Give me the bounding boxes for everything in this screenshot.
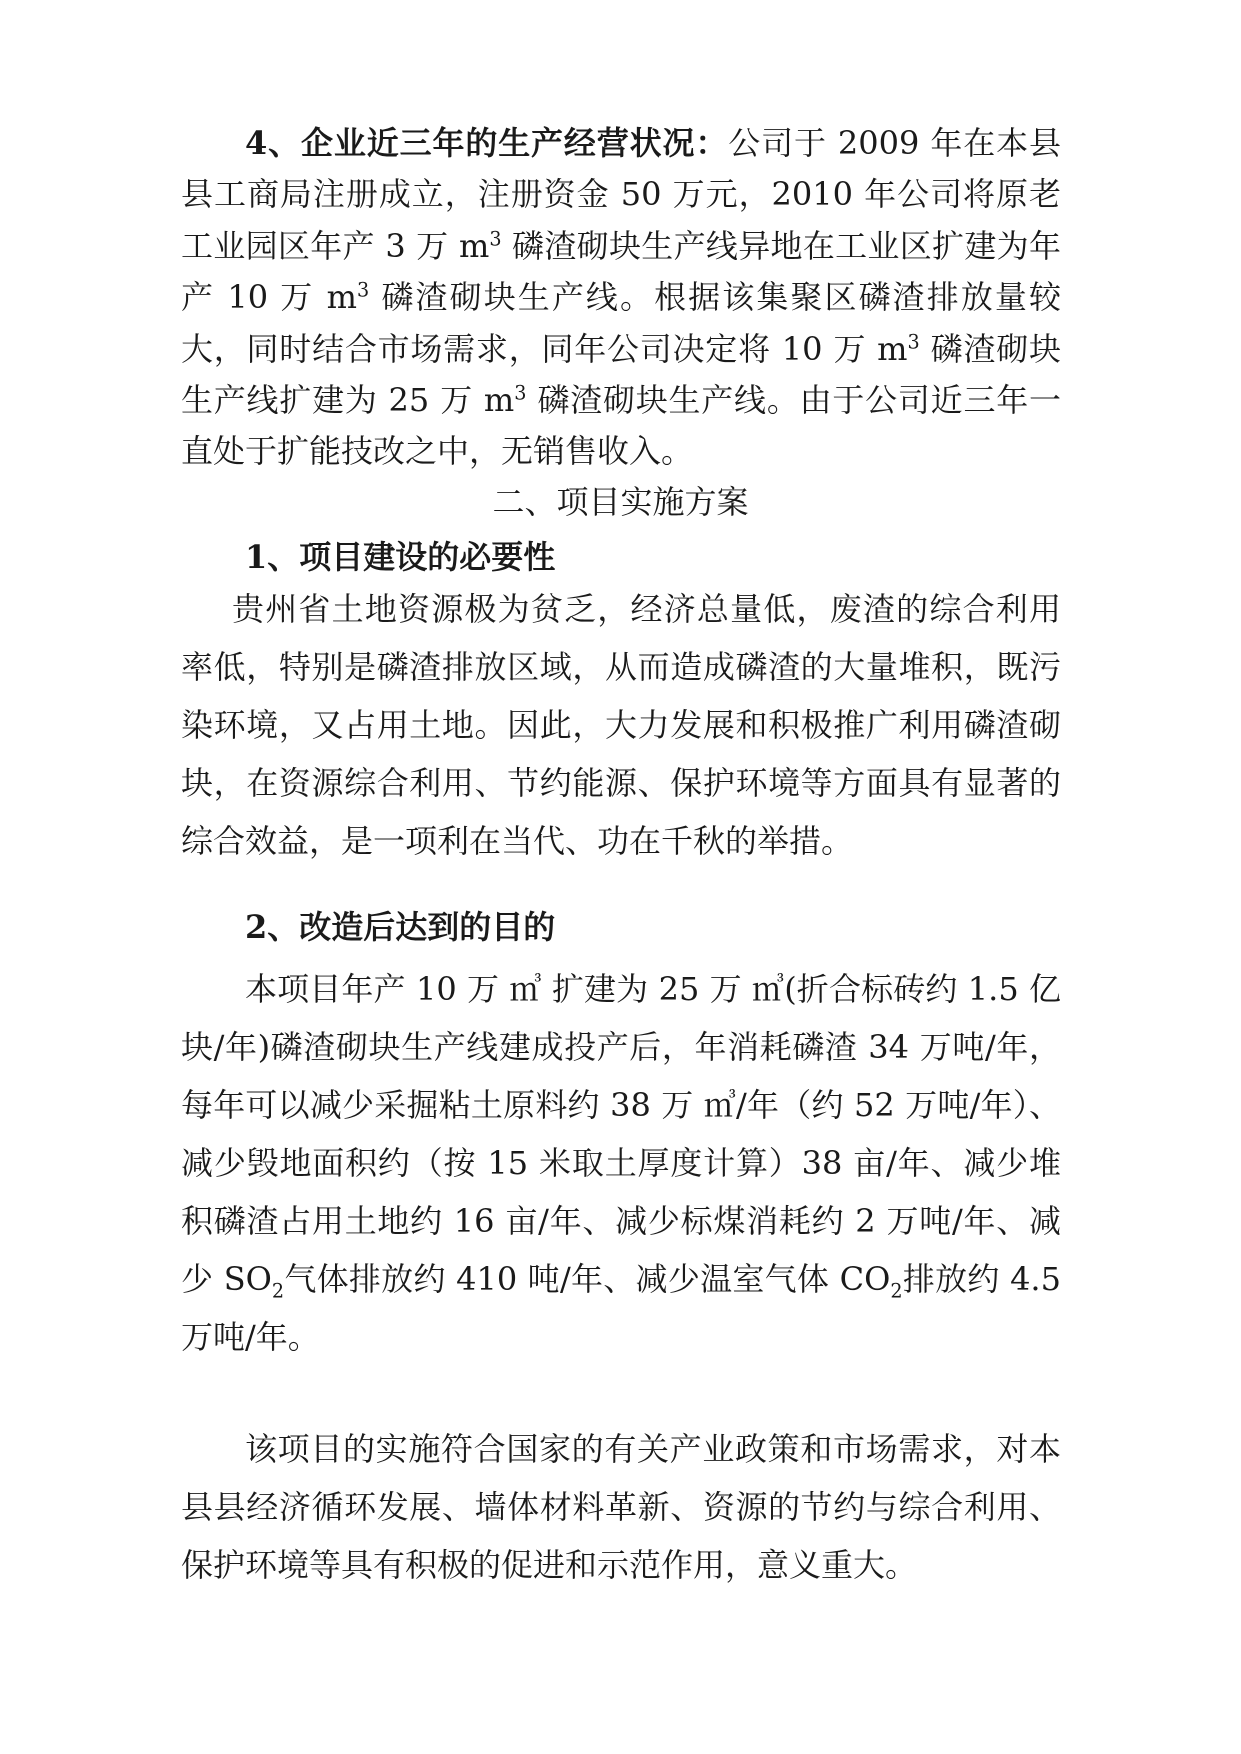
- item-2-text: 排放约 4.5 万吨/年。: [181, 1260, 1061, 1356]
- item-2-text: 气体排放约 410 吨/年、减少温室气体 CO: [284, 1260, 891, 1298]
- superscript: 3: [356, 278, 370, 302]
- section-4-text: 磷渣砌块生产线。由于公司近三年一直处于扩能技改之中，无销售收入。: [181, 381, 1061, 471]
- item-2-paragraph: [181, 960, 1061, 1366]
- superscript: 3: [489, 227, 502, 251]
- superscript: 3: [907, 329, 920, 353]
- item-1-paragraph: 贵州省土地资源极为贫乏，经济总量低，废渣的综合利用率低，特别是磷渣排放区域，从而造成磷渣的大量堆积，既污染环境，又占用土地。因此，大力发展和积极推广利用磷渣砌块，在资源综合利用、节约能源、保护环境等方面具有显著的综合效益，是一项利在当代、功在千秋的举措。: [181, 590, 1061, 860]
- closing-paragraph: 该项目的实施符合国家的有关产业政策和市场需求，对本县县经济循环发展、墙体材料革新、资源的节约与综合利用、保护环境等具有积极的促进和示范作用，意义重大。: [181, 1430, 1061, 1584]
- item-2-heading: 2、改造后达到的目的: [245, 908, 556, 946]
- part-2-title: 二、项目实施方案: [492, 483, 749, 521]
- item-2-text: 本项目年产 10 万 ㎥ 扩建为 25 万 ㎥(折合标砖约 1.5 亿块/年)磷渣砌块生产线建成投产后，年消耗磷渣 34 万吨/年，每年可以减少采掘粘土原料约 38 万 ㎥/年（约 52 万吨/年）、减少毁地面积约（按 15 米取土厚度计算）38 亩/年、减少堆积磷渣占用土地约 16 亩/年、减少标煤消耗约 2 万吨/年、减少 SO: [181, 970, 1061, 1298]
- section-4-text: 磷渣砌块生产线扩建为 25 万 m: [181, 329, 1061, 420]
- item-1-heading: 1、项目建设的必要性: [245, 538, 556, 576]
- subscript: 2: [890, 1279, 903, 1303]
- section-4-text: 磷渣砌块生产线异地在工业区扩建为年产 10 万 m: [181, 226, 1061, 317]
- section-4-text: 磷渣砌块生产线。根据该集聚区磷渣排放量较大，同时结合市场需求，同年公司决定将 10 万 m: [181, 278, 1061, 368]
- section-4-text: 公司于 2009 年在本县县工商局注册成立，注册资金 50 万元，2010 年公司将原老工业园区年产 3 万 m: [181, 124, 1061, 265]
- superscript: 3: [514, 381, 527, 405]
- subscript: 2: [271, 1279, 285, 1303]
- section-4-heading: 4、企业近三年的生产经营状况：: [245, 124, 729, 162]
- section-4-paragraph: [181, 118, 1061, 478]
